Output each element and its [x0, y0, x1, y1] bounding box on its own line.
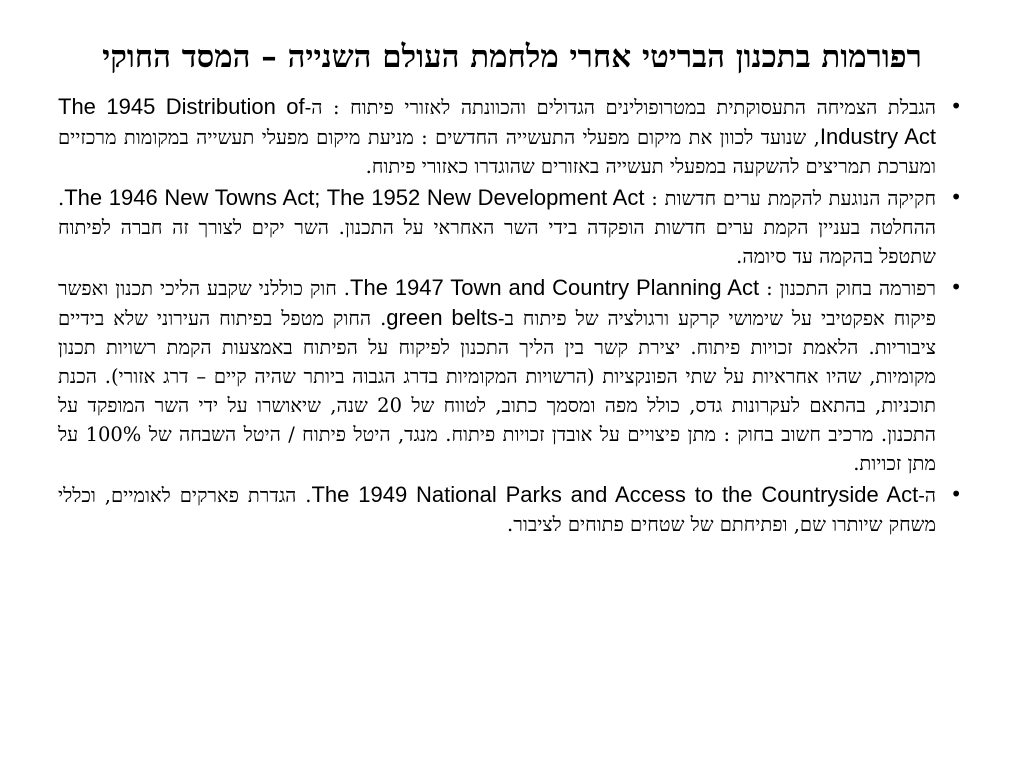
bullet-text: . החוק מטפל בפיתוח העירוני שלא בידיים ציבוריות. הלאמת זכויות פיתוח. יצירת קשר בין הליך התכנון לפיקוח על הפיתוח באמצעות הקמת רשויות תכנון מקומיות, שהיו אחראיות על שתי הפונקציות (הרשויות המקומיות בדרג הגבוה ביותר שהיה קיים – דרג אזורי). הכנת תוכניות, בהתאם לעקרונות גדס, כולל מפה ומסמך כתוב, לטווח של 20 שנה, שיאושרו על ידי השר המופקד על התכנון. מרכיב חשוב בחוק : מתן פיצויים על אובדן זכויות פיתוח. מנגד, היטל פיתוח / היטל השבחה של 100% על מתן זכויות.	[58, 307, 937, 475]
bullet-item	[58, 480, 966, 539]
bullet-english-term: The 1945 Distribution of Industry Act	[58, 94, 936, 149]
bullet-marker-icon: •	[950, 94, 962, 118]
bullet-item	[58, 183, 966, 271]
bullet-text: ה-	[918, 484, 936, 507]
bullet-marker-icon: •	[950, 482, 962, 506]
slide-title: רפורמות בתכנון הבריטי אחרי מלחמת העולם השנייה – המסד החוקי	[102, 39, 922, 75]
bullet-english-term: The 1949 National Parks and Access to the Countryside Act	[311, 482, 919, 507]
bullet-text: חקיקה הנוגעת להקמת ערים חדשות :	[644, 187, 936, 210]
bullet-text: . ההחלטה בעניין הקמת ערים חדשות הופקדה בידי השר האחראי על התכנון. השר יקים לצורך זה חברה לפיתוח שתטפל בהקמה עד סיומה.	[58, 187, 936, 268]
bullet-item	[58, 273, 966, 478]
bullet-marker-icon: •	[950, 275, 962, 299]
bullet-list	[58, 92, 966, 539]
bullet-text: . חוק כוללני שקבע הליכי תכנון ואפשר פיקוח אפקטיבי על שימושי קרקע ורגולציה של פיתוח ב-	[58, 277, 936, 330]
bullet-text: הגבלת הצמיחה התעסוקתית במטרופולינים הגדולים והכוונתה לאזורי פיתוח : ה-	[304, 96, 936, 119]
bullet-english-term: green belts	[386, 305, 498, 330]
bullet-english-term: The 1947 Town and Country Planning Act	[350, 275, 760, 300]
bullet-english-term: The 1946 New Towns Act; The 1952 New Development Act	[64, 185, 645, 210]
bullet-marker-icon: •	[950, 185, 962, 209]
bullet-text: רפורמה בחוק התכנון :	[759, 277, 937, 300]
bullet-item	[58, 92, 966, 181]
bullet-text: , שנועד לכוון את מיקום מפעלי התעשייה החדשים : מניעת מיקום מפעלי תעשייה במקומות מרכזיים ומערכת תמריצים להשקעה במפעלי תעשייה באזורים שהוגדרו כאזורי פיתוח.	[58, 126, 936, 178]
bullet-text: . הגדרת פארקים לאומיים, וכללי משחק שיותרו שם, ופתיחתם של שטחים פתוחים לציבור.	[58, 484, 936, 536]
